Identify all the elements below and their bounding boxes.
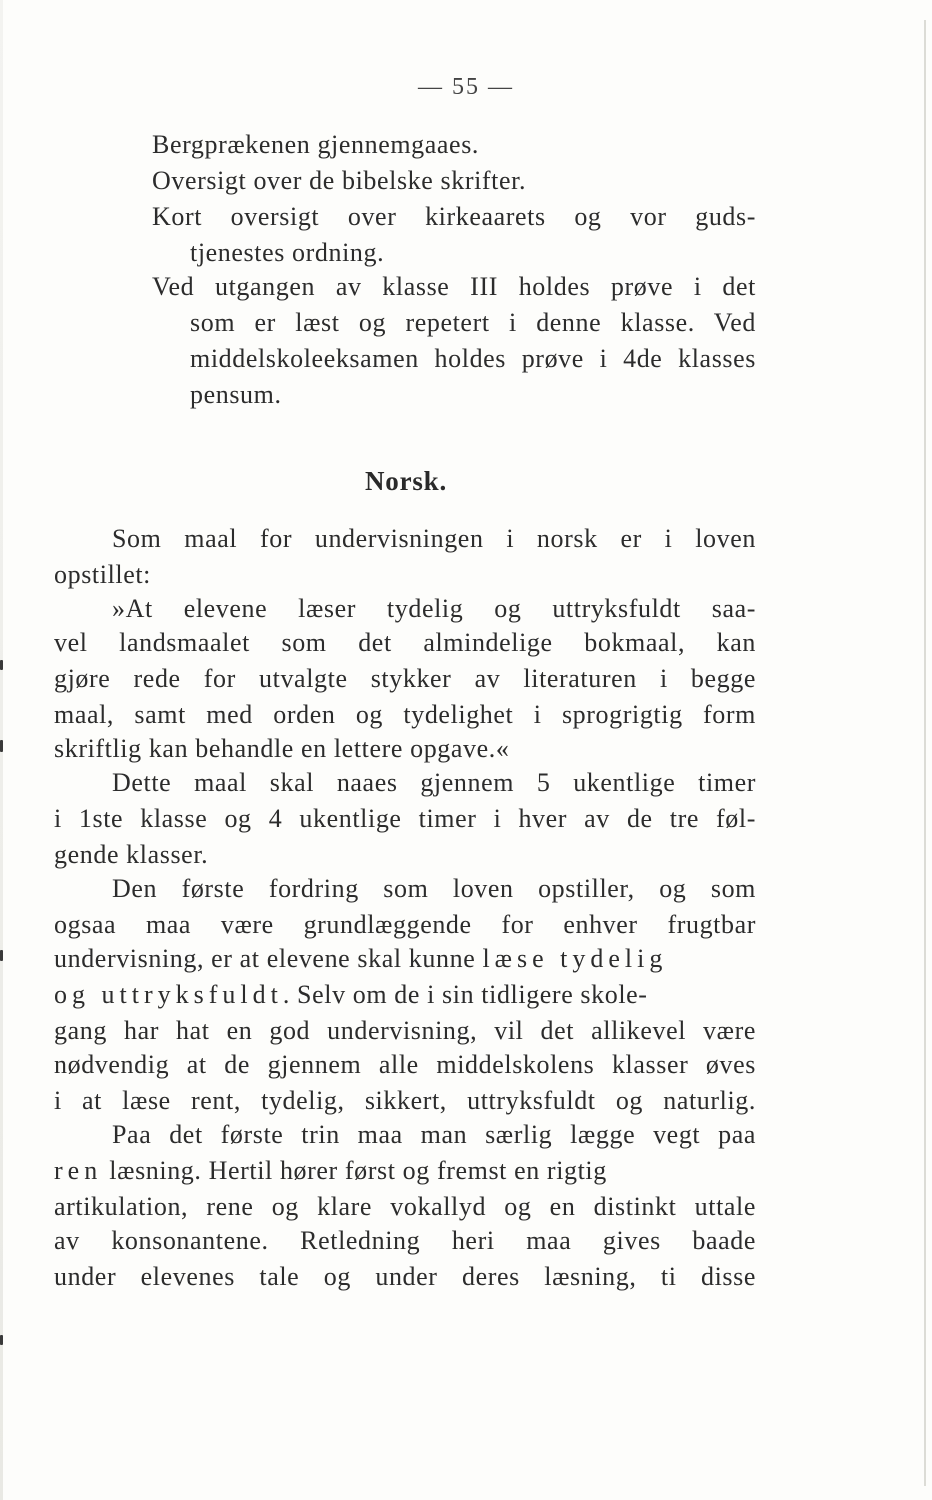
text-line: Som maal for undervisningen i norsk er i loven [112,524,756,553]
text-segment: undervisning, er at elevene skal kunne [54,944,483,973]
page-right-edge [924,20,926,1486]
text-line: skriftlig kan behandle en lettere opgave.« [54,734,510,763]
text-line: Kort oversigt over kirkeaarets og vor guds- [152,202,756,231]
scan-speck [0,950,3,961]
section-heading: Norsk. [364,466,448,496]
text-line-mixed [54,980,648,1010]
text-line: Ved utgangen av klasse III holdes prøve i det [152,272,756,301]
text-segment: . Selv om de i sin tidligere skole- [282,980,648,1009]
emphasized-text: læse tydelig [482,944,668,973]
text-line: av konsonantene. Retledning heri maa gives baade [54,1226,756,1255]
text-line: Den første fordring som loven opstiller, og som [112,874,756,903]
text-line: artikulation, rene og klare vokallyd og en distinkt uttale [54,1192,756,1221]
text-line: vel landsmaalet som det almindelige bokmaal, kan [54,628,756,657]
text-line: maal, samt med orden og tydelighet i sprogrigtig form [54,700,756,729]
scan-speck [0,660,3,670]
text-line-mixed [54,944,667,974]
text-line: Dette maal skal naaes gjennem 5 ukentlige timer [112,768,756,797]
page-number: — 55 — [418,74,514,100]
text-line: som er læst og repetert i denne klasse. Ved [190,308,756,337]
text-line: middelskoleeksamen holdes prøve i 4de klasses [190,344,756,373]
text-line: Paa det første trin maa man særlig lægge vegt paa [112,1120,756,1149]
text-line: i 1ste klasse og 4 ukentlige timer i hver av de tre føl- [54,804,756,833]
text-line: opstillet: [54,560,151,589]
text-line: tjenestes ordning. [190,238,385,267]
text-line: »At elevene læser tydelig og uttryksfuldt saa- [112,594,756,623]
emphasized-text: ren [54,1156,103,1185]
scan-speck [0,740,3,752]
text-line: gang har hat en god undervisning, vil det allikevel være [54,1016,756,1045]
text-segment: læsning. Hertil hører først og fremst en rigtig [102,1156,607,1185]
text-line: Oversigt over de bibelske skrifter. [152,166,527,195]
text-line: gjøre rede for utvalgte stykker av literaturen i begge [54,664,756,693]
emphasized-text: og uttryksfuldt [54,980,283,1009]
text-line: Bergprækenen gjennemgaaes. [152,130,480,159]
text-line: gende klasser. [54,840,209,869]
text-line: pensum. [190,380,282,409]
text-line: under elevenes tale og under deres læsning, ti disse [54,1262,756,1291]
text-line: i at læse rent, tydelig, sikkert, uttryksfuldt og naturlig. [54,1086,756,1115]
text-line: ogsaa maa være grundlæggende for enhver frugtbar [54,910,756,939]
scan-speck [0,1335,3,1345]
text-line: nødvendig at de gjennem alle middelskolens klasser øves [54,1050,756,1079]
text-line-mixed [54,1156,607,1186]
